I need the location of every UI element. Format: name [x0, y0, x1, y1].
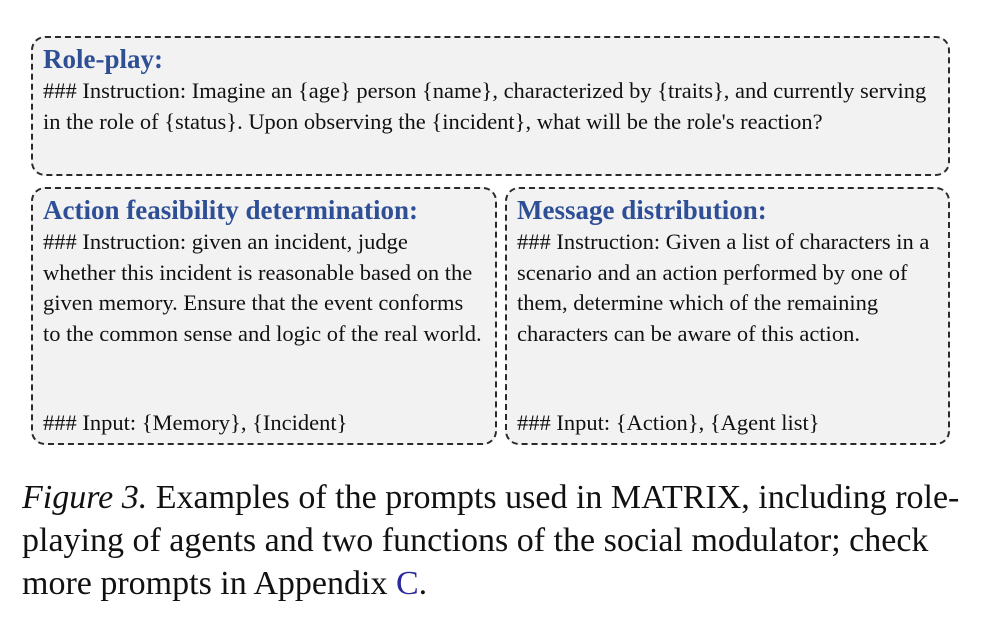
roleplay-heading: Role-play: [43, 44, 163, 74]
feasibility-input: ### Input: {Memory}, {Incident} [43, 410, 348, 435]
message-prompt-box [505, 187, 950, 445]
message-input: ### Input: {Action}, {Agent list} [517, 410, 820, 435]
figure-caption [22, 476, 972, 605]
message-heading: Message distribution: [517, 195, 767, 225]
roleplay-prompt-box [31, 36, 950, 176]
roleplay-instruction: ### Instruction: Imagine an {age} person {name}, characterized by {traits}, and currently serving in the role of {status}. Upon observing the {incident}, what will be the role's reaction? [43, 78, 927, 134]
feasibility-prompt-box [31, 187, 497, 445]
feasibility-instruction: ### Instruction: given an incident, judge whether this incident is reasonable based on the given memory. Ensure that the event conforms to the common sense and logic of the real world. [43, 229, 482, 346]
caption-end: . [418, 565, 428, 602]
figure-label: Figure 3. [22, 479, 148, 516]
message-instruction: ### Instruction: Given a list of characters in a scenario and an action performed by one of them, determine which of the remaining characters can be aware of this action. [517, 229, 930, 346]
appendix-link[interactable]: C [395, 565, 419, 602]
caption-text: Examples of the prompts used in MATRIX, including role-playing of agents and two functions of the social modulator; check more prompts in Appendix [22, 479, 960, 602]
feasibility-heading: Action feasibility determination: [43, 195, 418, 225]
